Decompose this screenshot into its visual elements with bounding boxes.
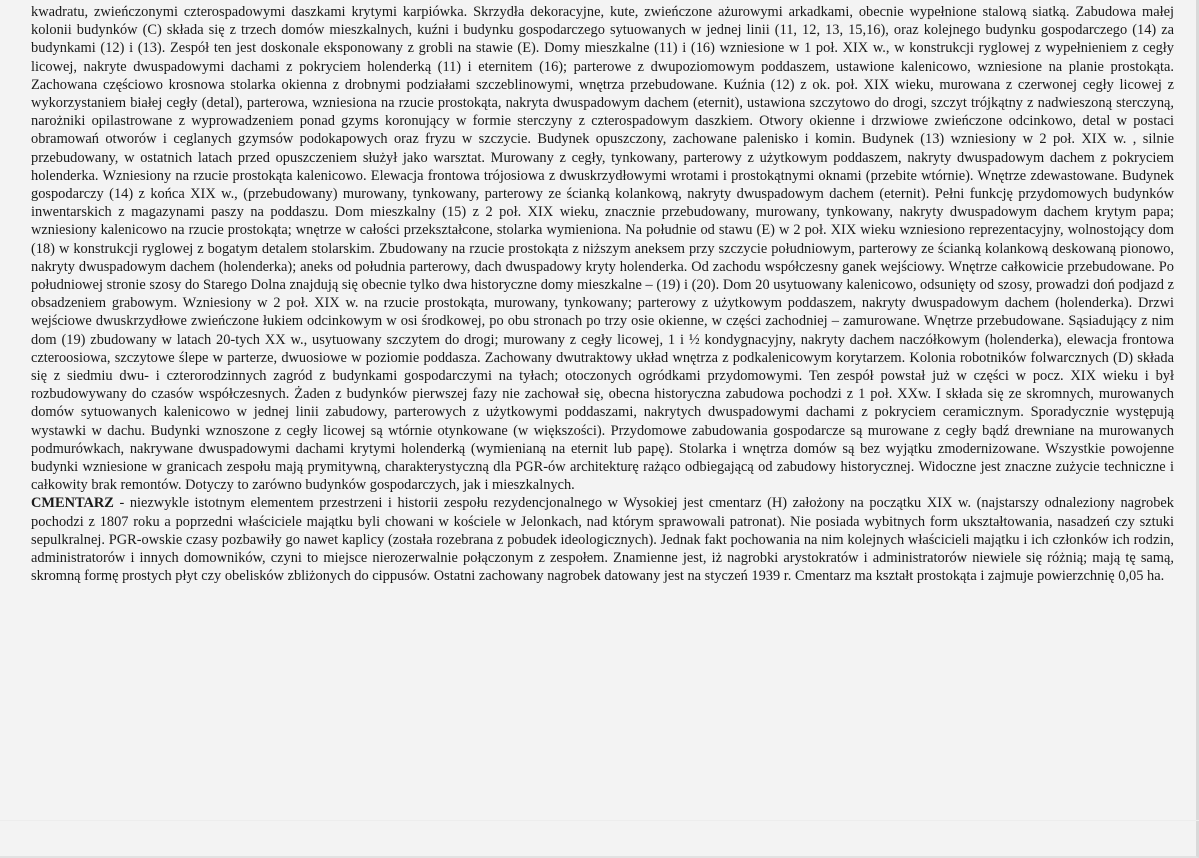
page-edge-divider <box>0 820 1199 821</box>
paragraph-cemetery <box>31 494 1174 585</box>
cemetery-text: - niezwykle istotnym elementem przestrzeni i historii zespołu rezydencjonalnego w Wysokiej jest cmentarz (H) założony na początku XIX w. (najstarszy odnaleziony nagrobek pochodzi z 1807 roku a poprzedni właściciele majątku byli chowani w kościele w Jelonkach, nad którym sprawowali patronat). Nie posiada wybitnych form ukształtowania, nasadzeń czy sztuki sepulkralnej. PGR-owskie czasy pozbawiły go nawet kaplicy (została rozebrana z pobudek ideologicznych). Jednak fakt pochowania na nim kolejnych właścicieli majątku i ich członków ich rodzin, administratorów i innych domowników, czyni to miejsce nierozerwalnie połączonym z zespołem. Znamienne jest, iż nagrobki arystokratów i administratorów niewiele się różnią; mają tę samą, skromną formę prostych płyt czy obelisków zbliżonych do cippusów. Ostatni zachowany nagrobek datowany jest na styczeń 1939 r. Cmentarz ma kształt prostokąta i zajmuje powierzchnię 0,05 ha. <box>31 495 1174 585</box>
paragraph-settlement-description: kwadratu, zwieńczonymi czterospadowymi daszkami krytymi karpiówka. Skrzydła dekoracyjne, kute, zwieńczone ażurowymi arkadkami, obecnie wypełnione stalową siatką. Zabudowa małej kolonii budynków (C) składa się z trzech domów mieszkalnych, kuźni i budynku gospodarczego sytuowanych w jednej linii (11, 12, 13, 15,16), oraz kolejnego budynku gospodarczego (14) za budynkami (12) i (13). Zespół ten jest doskonale eksponowany z grobli na stawie (E). Domy mieszkalne (11) i (16) wzniesione w 1 poł. XIX w., w konstrukcji ryglowej z wypełnieniem z cegły licowej, nakryte dwuspadowymi dachami z pokryciem holenderką (11) i eternitem (16); parterowe z dwupoziomowym poddaszem, ustawione kalenicowo, wzniesione na planie prostokąta. Zachowana częściowo krosnowa stolarka okienna z drobnymi podziałami szczeblinowymi, wnętrza przebudowane. Kuźnia (12) z ok. poł. XIX wieku, murowana z czerwonej cegły licowej z wykorzystaniem białej cegły (detal), parterowa, wzniesiona na rzucie prostokąta, nakryta dwuspadowym dachem (eternit), ustawiona szczytowo do drogi, szczyt trójkątny z nadwieszoną sterczyną, narożniki opilastrowane z wyprowadzeniem ponad gzyms koronujący w formie sterczyny z czterospadowym daszkiem. Otwory okienne i drzwiowe zwieńczone odcinkowo, detal w postaci obramowań otworów i ceglanych gzymsów podokapowych oraz fryzu w szczycie. Budynek opuszczony, zachowane palenisko i komin. Budynek (13) wzniesiony w 2 poł. XIX w. , silnie przebudowany, w ostatnich latach przed opuszczeniem służył jako warsztat. Murowany z cegły, tynkowany, parterowy z użytkowym poddaszem, nakryty dwuspadowym dachem z pokryciem holenderka. Wzniesiony na rzucie prostokąta kalenicowo. Elewacja frontowa trójosiowa z dwuskrzydłowymi wrotami i prostokątnymi oknami (przebite wtórnie). Wnętrze zdewastowane. Budynek gospodarczy (14) z końca XIX w., (przebudowany) murowany, tynkowany, parterowy ze ścianką kolankową, nakryty dwuspadowym dachem (eternit). Pełni funkcję przydomowych budynków inwentarskich z magazynami paszy na poddaszu. Dom mieszkalny (15) z 2 poł. XIX wieku, znacznie przebudowany, murowany, tynkowany, nakryty dwuspadowym dachem krytym papa; wzniesiony kalenicowo na rzucie prostokąta; wnętrze w całości przekształcone, stolarka wymieniona. Na południe od stawu (E) w 2 poł. XIX wieku wzniesiono reprezentacyjny, wolnostojący dom (18) w konstrukcji ryglowej z bogatym detalem stolarskim. Zbudowany na rzucie prostokąta z niższym aneksem przy szczycie południowym, parterowy ze ścianką kolankową deskowaną pionowo, nakryty dwuspadowym dachem (holenderka); aneks od południa parterowy, dach dwuspadowy kryty holenderka. Od zachodu współczesny ganek wejściowy. Wnętrze całkowicie przebudowane. Po południowej stronie szosy do Starego Dolna znajdują się obecnie tylko dwa historyczne domy mieszkalne – (19) i (20). Dom 20 usytuowany kalenicowo, odsunięty od szosy, prowadzi doń podjazd z obsadzeniem grabowym. Wzniesiony w 2 poł. XIX w. na rzucie prostokąta, murowany, tynkowany; parterowy z użytkowym poddaszem, nakryty dwuspadowym dachem (holenderka). Drzwi wejściowe dwuskrzydłowe zwieńczone łukiem odcinkowym w osi środkowej, po obu stronach po trzy osie okienne, w części zachodniej – zamurowane. Wnętrze przebudowane. Sąsiadujący z nim dom (19) zbudowany w latach 20-tych XX w., usytuowany szczytem do drogi; murowany z cegły licowej, 1 i ½ kondygnacyjny, nakryty dachem naczółkowym (holenderka), elewacja frontowa czteroosiowa, szczytowe ślepe w parterze, dwuosiowe w poziomie poddasza. Zachowany dwutraktowy układ wnętrza z podkalenicowym korytarzem. Kolonia robotników folwarcznych (D) składa się z siedmiu dwu- i czterorodzinnych zagród z budynkami gospodarczymi na tyłach; otoczonych ogródkami przydomowymi. Ten zespół powstał już w części w pocz. XIX wieku i był rozbudowywany do czasów współczesnych. Żaden z budynków pierwszej fazy nie zachował się, obecna historyczna zabudowa pochodzi z 1 poł. XXw. I składa się ze skromnych, murowanych domów sytuowanych kalenicowo w jednej linii zabudowy, parterowych z użytkowymi poddaszami, nakrytych dwuspadowymi dachami z pokryciem ceramicznym. Sporadycznie występują wystawki w dachu. Budynki wznoszone z cegły licowej są wtórnie otynkowane (w większości). Przydomowe zabudowania gospodarcze są murowane z cegły bądź drewniane na murowanych podmurówkach, nakrywane dwuspadowymi dachami krytymi holenderką (wymienianą na eternit lub papę). Stolarka i wnętrza domów są bez wyjątku zmodernizowane. Wszystkie powojenne budynki wzniesione w granicach zespołu mają prymitywną, charakterystyczną dla PGR-ów architekturę rażąco odbiegającą od zabudowy historycznej. Widoczne jest znaczne zużycie techniczne i całkowity brak remontów. Dotyczy to zarówno budynków gospodarczych, jak i mieszkalnych. <box>31 4 1174 494</box>
section-heading-cmentarz: CMENTARZ <box>31 495 114 512</box>
document-body <box>31 3 1174 586</box>
